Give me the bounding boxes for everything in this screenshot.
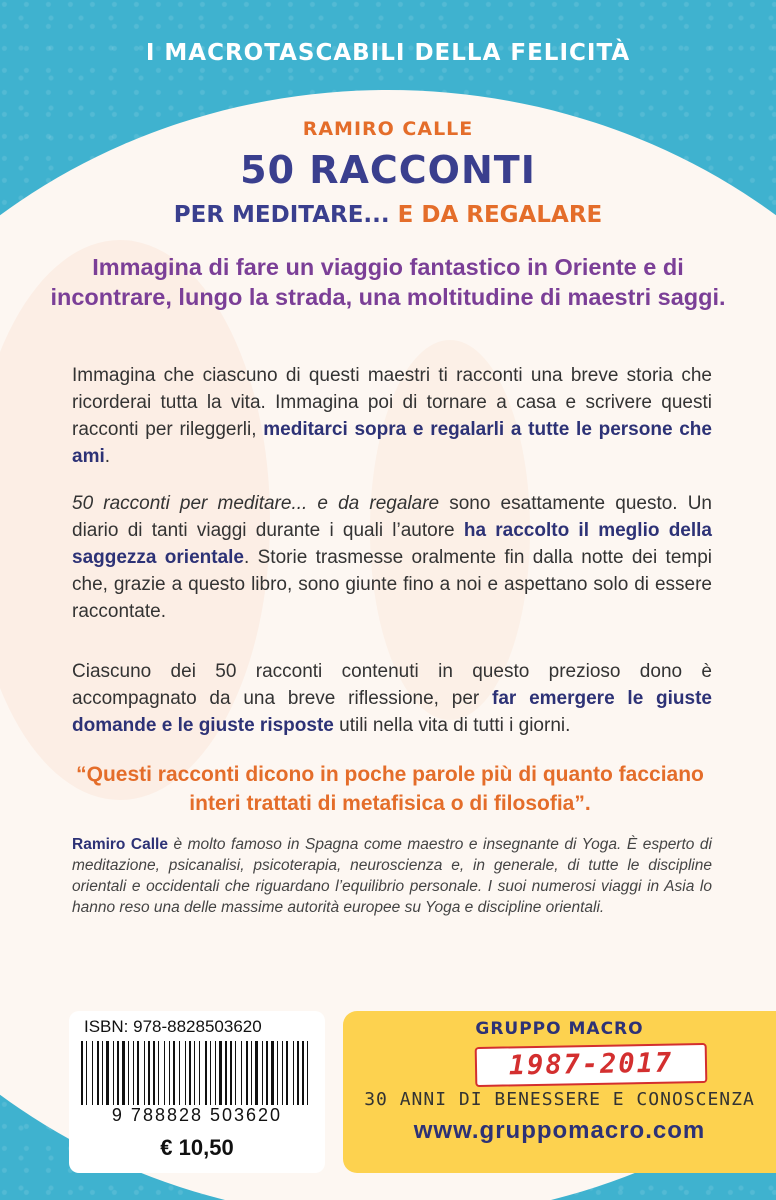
barcode-bar bbox=[246, 1041, 248, 1105]
barcode-bar bbox=[205, 1041, 207, 1105]
book-subtitle bbox=[0, 202, 776, 228]
barcode-bar bbox=[277, 1041, 278, 1105]
price-label: € 10,50 bbox=[160, 1135, 234, 1160]
barcode-bar bbox=[241, 1041, 242, 1105]
description-paragraph-3 bbox=[72, 658, 712, 739]
barcode-bar bbox=[194, 1041, 195, 1105]
barcode-bar bbox=[144, 1041, 145, 1105]
barcode-bar bbox=[230, 1041, 232, 1105]
barcode-bar bbox=[173, 1041, 175, 1105]
publisher-tagline: 30 ANNI DI BENESSERE E CONOSCENZA bbox=[364, 1089, 755, 1110]
barcode-bar bbox=[106, 1041, 109, 1105]
barcode-bar bbox=[102, 1041, 103, 1105]
p2-text-2: . Storie trasmesse oralmente fin dalla notte dei tempi che, grazie a questo libro, sono giunte fino a noi e aspettano solo di essere raccontate. bbox=[72, 547, 712, 622]
author-bio bbox=[72, 834, 712, 918]
bio-text: è molto famoso in Spagna come maestro e insegnante di Yoga. È esperto di meditazione, psicanalisi, psicoterapia, neuroscienza e, in generale, di tutte le discipline orientali e occidentali che riguardano l’equilibrio personale. I suoi numerosi viaggi in Asia lo hanno reso una delle massime autorità europee su Yoga e discipline orientali. bbox=[72, 836, 712, 916]
barcode-bar bbox=[86, 1041, 87, 1105]
intro-text: Immagina di fare un viaggio fantastico in Oriente e di incontrare, lungo la strada, una moltitudine di maestri saggi. bbox=[50, 254, 726, 310]
barcode-bar bbox=[128, 1041, 129, 1105]
barcode-bar bbox=[153, 1041, 155, 1105]
barcode-bar bbox=[307, 1041, 308, 1105]
author-name: RAMIRO CALLE bbox=[302, 118, 474, 140]
isbn-label: ISBN: 978-8828503620 bbox=[84, 1017, 262, 1036]
barcode-bar bbox=[164, 1041, 165, 1105]
publisher-url[interactable]: www.gruppomacro.com bbox=[413, 1117, 706, 1144]
description-paragraph-1 bbox=[72, 362, 712, 470]
barcode-bar bbox=[199, 1041, 200, 1105]
barcode-bar bbox=[225, 1041, 227, 1105]
book-title: 50 RACCONTI bbox=[240, 148, 536, 192]
barcode-bar bbox=[97, 1041, 99, 1105]
barcode-bar bbox=[215, 1041, 216, 1105]
barcode-bar bbox=[282, 1041, 283, 1105]
publisher-name: GRUPPO MACRO bbox=[475, 1019, 644, 1039]
barcode-bar bbox=[122, 1041, 125, 1105]
barcode-bar bbox=[219, 1041, 222, 1105]
barcode-bar bbox=[185, 1041, 186, 1105]
p3-text-1: Ciascuno dei 50 racconti contenuti in questo prezioso dono è accompagnato da una breve riflessione, per bbox=[72, 661, 712, 709]
barcode-bar bbox=[113, 1041, 114, 1105]
p3-bold: far emergere le giuste domande e le giuste risposte bbox=[72, 688, 712, 736]
p2-italic-title: 50 racconti per meditare... e da regalare bbox=[72, 493, 440, 514]
description-paragraph-2 bbox=[72, 490, 712, 625]
bio-author-name: Ramiro Calle bbox=[72, 836, 168, 853]
barcode-bar bbox=[189, 1041, 191, 1105]
anniversary-years: 1987-2017 bbox=[475, 1043, 708, 1087]
barcode-digits: 9 788828 503620 bbox=[111, 1105, 283, 1125]
barcode-bar bbox=[92, 1041, 93, 1105]
barcode-icon bbox=[79, 1041, 315, 1107]
publisher-panel bbox=[343, 1011, 776, 1173]
barcode-bar bbox=[297, 1041, 299, 1105]
series-title: I MACROTASCABILI DELLA FELICITÀ bbox=[145, 40, 631, 66]
p1-text-2: . bbox=[104, 446, 111, 467]
barcode-panel bbox=[69, 1011, 325, 1173]
barcode-bar bbox=[117, 1041, 119, 1105]
pull-quote: “Questi racconti dicono in poche parole più di quanto facciano interi trattati di metafisica o di filosofia”. bbox=[76, 763, 704, 815]
p3-text-2: utili nella vita di tutti i giorni. bbox=[333, 715, 571, 736]
barcode-bar bbox=[158, 1041, 159, 1105]
barcode-bar bbox=[210, 1041, 211, 1105]
barcode-bar bbox=[169, 1041, 170, 1105]
barcode-bar bbox=[81, 1041, 83, 1105]
barcode-bar bbox=[262, 1041, 263, 1105]
p2-bold: ha raccolto il meglio della saggezza orientale bbox=[72, 520, 712, 568]
barcode-bar bbox=[251, 1041, 252, 1105]
barcode-bar bbox=[271, 1041, 274, 1105]
subtitle-part-1: PER MEDITARE... bbox=[173, 202, 390, 228]
barcode-bar bbox=[148, 1041, 150, 1105]
barcode-bar bbox=[302, 1041, 304, 1105]
barcode-bar bbox=[137, 1041, 139, 1105]
barcode-bar bbox=[133, 1041, 134, 1105]
barcode-bar bbox=[293, 1041, 294, 1105]
barcode-bar bbox=[235, 1041, 236, 1105]
barcode-bar bbox=[266, 1041, 268, 1105]
barcode-bar bbox=[179, 1041, 180, 1105]
p1-text-1: Immagina che ciascuno di questi maestri ti racconti una breve storia che ricorderai tutta la vita. Immagina poi di tornare a casa e scrivere questi racconti per rileggerli, bbox=[72, 365, 712, 440]
subtitle-part-2: E DA REGALARE bbox=[397, 202, 603, 228]
p1-bold: meditarci sopra e regalarli a tutte le persone che ami bbox=[72, 419, 712, 467]
barcode-bar bbox=[286, 1041, 288, 1105]
barcode-bar bbox=[255, 1041, 258, 1105]
p2-text-1: sono esattamente questo. Un diario di tanti viaggi durante i quali l’autore bbox=[72, 493, 713, 541]
